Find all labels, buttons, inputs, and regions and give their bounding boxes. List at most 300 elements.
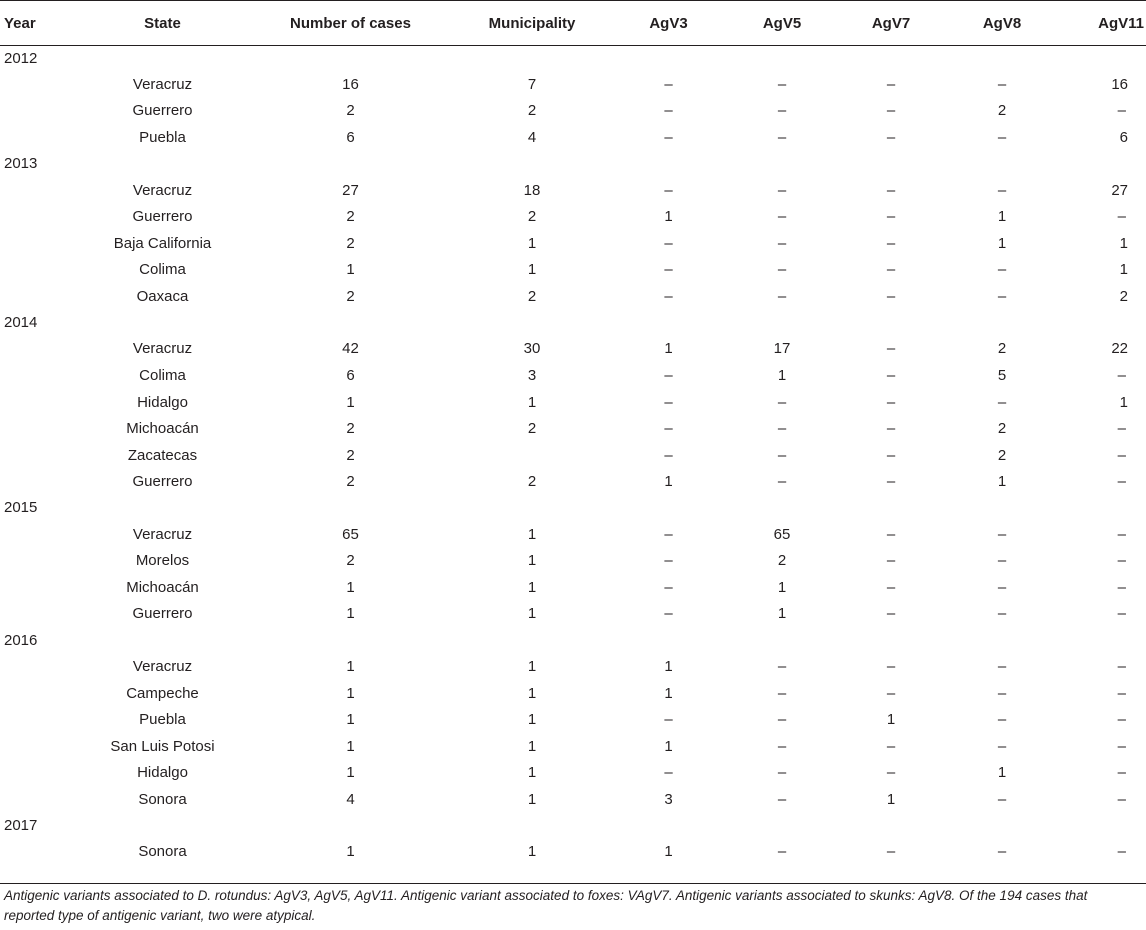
municipality-cell: 1	[527, 525, 537, 543]
agv5-cell: –	[777, 102, 787, 120]
number-of-cases-cell: 1	[346, 658, 355, 676]
empty-cell	[1057, 45, 1146, 71]
year-spacer-cell	[0, 733, 80, 760]
year-spacer-cell	[0, 468, 80, 495]
agv8-cell: –	[997, 605, 1007, 623]
empty-cell	[456, 310, 608, 336]
state-cell: Michoacán	[126, 578, 199, 596]
table-body	[0, 45, 1146, 865]
number-of-cases-cell: 4	[346, 790, 355, 808]
empty-cell	[947, 151, 1057, 177]
number-of-cases-cell: 6	[346, 128, 355, 146]
agv7-cell: –	[886, 578, 896, 596]
empty-cell	[456, 151, 608, 177]
agv7-cell: 1	[886, 790, 896, 808]
number-of-cases-cell: 1	[346, 578, 355, 596]
agv8-cell: 1	[997, 234, 1007, 252]
empty-cell	[729, 45, 835, 71]
year-spacer-cell	[0, 203, 80, 230]
agv11-cell: –	[1117, 843, 1126, 861]
municipality-cell: 18	[523, 181, 541, 199]
agv5-cell: –	[777, 737, 787, 755]
agv8-cell: –	[997, 790, 1007, 808]
table-row	[0, 468, 1146, 495]
empty-cell	[835, 151, 947, 177]
agv5-cell: –	[777, 208, 787, 226]
empty-cell	[947, 813, 1057, 839]
agv5-cell: –	[777, 420, 787, 438]
municipality-cell: 1	[527, 711, 537, 729]
agv5-cell: 1	[777, 578, 787, 596]
state-cell: Veracruz	[132, 658, 193, 676]
agv11-cell: –	[1117, 578, 1126, 596]
agv7-cell: –	[886, 261, 896, 279]
table-row	[0, 177, 1146, 204]
state-cell: Colima	[139, 366, 186, 384]
state-cell: Morelos	[135, 552, 190, 570]
state-cell: Guerrero	[132, 208, 193, 226]
year-cell: 2014	[4, 314, 38, 332]
municipality-cell: 3	[527, 366, 537, 384]
header-row	[0, 1, 1146, 45]
empty-cell	[1057, 813, 1146, 839]
agv7-cell: –	[886, 658, 896, 676]
empty-cell	[245, 627, 456, 653]
table-row	[0, 98, 1146, 125]
agv7-cell: –	[886, 552, 896, 570]
agv11-cell: 22	[1111, 340, 1128, 358]
agv7-cell: –	[886, 684, 896, 702]
empty-cell	[947, 45, 1057, 71]
number-of-cases-cell: 1	[346, 843, 355, 861]
agv11-cell: 27	[1111, 181, 1128, 199]
state-cell: Guerrero	[132, 473, 193, 491]
bottom-rule	[0, 883, 1146, 884]
number-of-cases-cell: 2	[346, 446, 355, 464]
agv5-cell: –	[777, 287, 787, 305]
year-spacer-cell	[0, 521, 80, 548]
year-spacer-cell	[0, 71, 80, 98]
municipality-cell: 1	[527, 234, 537, 252]
empty-cell	[608, 627, 729, 653]
state-cell: Puebla	[139, 128, 186, 146]
agv5-cell: 17	[773, 340, 791, 358]
number-of-cases-cell: 16	[342, 75, 359, 93]
agv7-cell: –	[886, 473, 896, 491]
agv5-cell: –	[777, 75, 787, 93]
agv8-cell: 1	[997, 764, 1007, 782]
agv5-cell: –	[777, 711, 787, 729]
agv7-cell: –	[886, 393, 896, 411]
empty-cell	[608, 45, 729, 71]
header-agv7: AgV7	[871, 14, 911, 32]
year-spacer-cell	[0, 760, 80, 787]
year-spacer-cell	[0, 389, 80, 416]
empty-cell	[245, 495, 456, 521]
agv3-cell: –	[664, 446, 673, 464]
empty-cell	[80, 310, 245, 336]
agv8-cell: 1	[997, 208, 1007, 226]
agv7-cell: –	[886, 605, 896, 623]
header-agv5: AgV5	[762, 14, 802, 32]
agv5-cell: –	[777, 261, 787, 279]
empty-cell	[608, 813, 729, 839]
agv8-cell: –	[997, 552, 1007, 570]
year-spacer-cell	[0, 653, 80, 680]
agv7-cell: –	[886, 340, 896, 358]
year-spacer-cell	[0, 177, 80, 204]
agv11-cell: –	[1117, 684, 1126, 702]
number-of-cases-cell: 27	[342, 181, 359, 199]
year-spacer-cell	[0, 283, 80, 310]
table-row	[0, 706, 1146, 733]
year-cell: 2015	[4, 499, 38, 517]
header-agv3: AgV3	[649, 14, 688, 32]
agv5-cell: –	[777, 181, 787, 199]
number-of-cases-cell: 1	[346, 605, 355, 623]
agv5-cell: 2	[777, 552, 787, 570]
number-of-cases-cell: 65	[342, 525, 359, 543]
state-cell: Zacatecas	[127, 446, 198, 464]
agv5-cell: –	[777, 473, 787, 491]
agv3-cell: 1	[664, 340, 673, 358]
agv3-cell: –	[664, 75, 673, 93]
empty-cell	[1057, 151, 1146, 177]
state-cell: Hidalgo	[137, 764, 188, 782]
agv8-cell: 2	[997, 446, 1007, 464]
municipality-cell: 1	[527, 658, 537, 676]
empty-cell	[456, 45, 608, 71]
year-spacer-cell	[0, 706, 80, 733]
agv7-cell: –	[886, 843, 896, 861]
table-row	[0, 71, 1146, 98]
agv5-cell: –	[777, 658, 787, 676]
municipality-cell: 2	[527, 287, 537, 305]
municipality-cell: 2	[527, 420, 537, 438]
header-number-of-cases: Number of cases	[290, 14, 411, 32]
year-group-row	[0, 310, 1146, 336]
agv3-cell: –	[664, 552, 673, 570]
header-year: Year	[4, 14, 36, 32]
agv3-cell: –	[664, 102, 673, 120]
empty-cell	[245, 151, 456, 177]
state-cell: Campeche	[126, 684, 199, 702]
agv11-cell: –	[1117, 552, 1126, 570]
agv8-cell: 1	[997, 473, 1007, 491]
year-spacer-cell	[0, 548, 80, 575]
agv3-cell: –	[664, 234, 673, 252]
year-spacer-cell	[0, 601, 80, 628]
agv11-cell: 1	[1119, 393, 1128, 411]
state-cell: Sonora	[138, 843, 187, 861]
empty-cell	[80, 495, 245, 521]
agv11-cell: 16	[1111, 75, 1128, 93]
table-row	[0, 283, 1146, 310]
agv5-cell: –	[777, 790, 787, 808]
year-cell: 2016	[4, 631, 38, 649]
empty-cell	[835, 813, 947, 839]
agv11-cell: –	[1117, 711, 1126, 729]
year-spacer-cell	[0, 124, 80, 151]
state-cell: Veracruz	[132, 181, 193, 199]
number-of-cases-cell: 2	[346, 102, 355, 120]
agv8-cell: –	[997, 525, 1007, 543]
empty-cell	[456, 495, 608, 521]
empty-cell	[80, 151, 245, 177]
agv3-cell: –	[664, 366, 673, 384]
header-agv8: AgV8	[982, 14, 1022, 32]
table-footnote: Antigenic variants associated to D. rotundus: AgV3, AgV5, AgV11. Antigenic variant associated to foxes: VAgV7. Antigenic variants associated to skunks: AgV8. Of the 194 cases that reported type of antigenic variant, two were atypical.	[4, 888, 1088, 923]
agv3-cell: –	[664, 578, 673, 596]
agv11-cell: –	[1117, 790, 1126, 808]
municipality-cell: 1	[527, 684, 537, 702]
agv8-cell: –	[997, 181, 1007, 199]
state-cell: Sonora	[138, 790, 187, 808]
empty-cell	[456, 813, 608, 839]
agv3-cell: 1	[664, 737, 673, 755]
agv3-cell: –	[664, 420, 673, 438]
empty-cell	[835, 495, 947, 521]
agv3-cell: –	[664, 711, 673, 729]
table-row	[0, 124, 1146, 151]
table-row	[0, 839, 1146, 866]
municipality-cell: 30	[523, 340, 541, 358]
municipality-cell: 1	[527, 261, 537, 279]
header-municipality: Municipality	[488, 14, 576, 32]
number-of-cases-cell: 1	[346, 261, 355, 279]
empty-cell	[947, 627, 1057, 653]
year-cell: 2017	[4, 817, 38, 835]
agv11-cell: 6	[1119, 128, 1128, 146]
agv7-cell: –	[886, 287, 896, 305]
state-cell: Oaxaca	[136, 287, 189, 305]
agv8-cell: 5	[997, 366, 1007, 384]
municipality-cell: 4	[527, 128, 537, 146]
municipality-cell: 1	[527, 578, 537, 596]
empty-cell	[80, 45, 245, 71]
empty-cell	[835, 310, 947, 336]
agv7-cell: –	[886, 234, 896, 252]
year-spacer-cell	[0, 839, 80, 866]
empty-cell	[456, 627, 608, 653]
agv11-cell: –	[1117, 737, 1126, 755]
table-row	[0, 256, 1146, 283]
agv7-cell: –	[886, 128, 896, 146]
year-group-row	[0, 813, 1146, 839]
municipality-cell: 2	[527, 102, 537, 120]
number-of-cases-cell: 1	[346, 764, 355, 782]
agv8-cell: –	[997, 658, 1007, 676]
agv8-cell: –	[997, 261, 1007, 279]
agv5-cell: 1	[777, 366, 787, 384]
agv7-cell: –	[886, 420, 896, 438]
municipality-cell: 2	[527, 208, 537, 226]
year-group-row	[0, 627, 1146, 653]
agv3-cell: 1	[664, 473, 673, 491]
state-cell: Puebla	[139, 711, 186, 729]
agv8-cell: –	[997, 843, 1007, 861]
empty-cell	[729, 813, 835, 839]
year-spacer-cell	[0, 574, 80, 601]
municipality-cell: 1	[527, 552, 537, 570]
municipality-cell	[456, 442, 608, 469]
empty-cell	[608, 495, 729, 521]
state-cell: Colima	[139, 261, 186, 279]
municipality-cell: 1	[527, 737, 537, 755]
empty-cell	[729, 310, 835, 336]
municipality-cell: 1	[527, 764, 537, 782]
agv8-cell: –	[997, 393, 1007, 411]
empty-cell	[1057, 310, 1146, 336]
table-row	[0, 786, 1146, 813]
empty-cell	[245, 813, 456, 839]
year-spacer-cell	[0, 256, 80, 283]
empty-cell	[947, 495, 1057, 521]
municipality-cell: 2	[527, 473, 537, 491]
agv11-cell: –	[1117, 208, 1126, 226]
empty-cell	[245, 310, 456, 336]
empty-cell	[608, 151, 729, 177]
agv5-cell: –	[777, 764, 787, 782]
agv8-cell: –	[997, 128, 1007, 146]
number-of-cases-cell: 1	[346, 393, 355, 411]
agv3-cell: –	[664, 605, 673, 623]
agv11-cell: –	[1117, 525, 1126, 543]
empty-cell	[729, 495, 835, 521]
agv5-cell: –	[777, 393, 787, 411]
municipality-cell: 1	[527, 843, 537, 861]
empty-cell	[1057, 495, 1146, 521]
agv7-cell: –	[886, 737, 896, 755]
empty-cell	[80, 627, 245, 653]
state-cell: San Luis Potosi	[110, 737, 215, 755]
agv5-cell: –	[777, 128, 787, 146]
agv7-cell: –	[886, 764, 896, 782]
municipality-cell: 1	[527, 790, 537, 808]
year-spacer-cell	[0, 362, 80, 389]
state-cell: Veracruz	[132, 525, 193, 543]
number-of-cases-cell: 2	[346, 234, 355, 252]
number-of-cases-cell: 1	[346, 684, 355, 702]
year-group-row	[0, 495, 1146, 521]
table-row	[0, 548, 1146, 575]
table-row	[0, 415, 1146, 442]
agv11-cell: –	[1117, 764, 1126, 782]
agv7-cell: 1	[886, 711, 896, 729]
agv11-cell: –	[1117, 366, 1126, 384]
year-spacer-cell	[0, 442, 80, 469]
agv5-cell: –	[777, 446, 787, 464]
agv11-cell: –	[1117, 102, 1126, 120]
agv5-cell: –	[777, 234, 787, 252]
empty-cell	[835, 45, 947, 71]
agv8-cell: –	[997, 287, 1007, 305]
number-of-cases-cell: 2	[346, 552, 355, 570]
state-cell: Hidalgo	[137, 393, 188, 411]
number-of-cases-cell: 1	[346, 711, 355, 729]
empty-cell	[947, 310, 1057, 336]
agv8-cell: 2	[997, 420, 1007, 438]
municipality-cell: 1	[527, 393, 537, 411]
empty-cell	[835, 627, 947, 653]
year-spacer-cell	[0, 786, 80, 813]
table-row	[0, 601, 1146, 628]
agv3-cell: –	[664, 128, 673, 146]
municipality-cell: 1	[527, 605, 537, 623]
year-spacer-cell	[0, 98, 80, 125]
state-cell: Guerrero	[132, 102, 193, 120]
empty-cell	[729, 627, 835, 653]
empty-cell	[608, 310, 729, 336]
data-table	[0, 1, 1146, 865]
state-cell: Baja California	[113, 234, 212, 252]
agv7-cell: –	[886, 181, 896, 199]
header-agv11: AgV11	[1098, 14, 1144, 32]
agv3-cell: 1	[664, 684, 673, 702]
agv11-cell: 1	[1119, 234, 1128, 252]
agv3-cell: 3	[664, 790, 673, 808]
agv8-cell: 2	[997, 102, 1007, 120]
header-state: State	[144, 14, 181, 32]
agv3-cell: –	[664, 181, 673, 199]
year-cell: 2013	[4, 155, 38, 173]
agv8-cell: –	[997, 684, 1007, 702]
agv11-cell: –	[1117, 473, 1126, 491]
agv7-cell: –	[886, 525, 896, 543]
table-row	[0, 336, 1146, 363]
number-of-cases-cell: 2	[346, 287, 355, 305]
empty-cell	[729, 151, 835, 177]
table-row	[0, 442, 1146, 469]
agv5-cell: –	[777, 843, 787, 861]
agv7-cell: –	[886, 446, 896, 464]
agv11-cell: 2	[1119, 287, 1128, 305]
state-cell: Michoacán	[126, 420, 199, 438]
agv5-cell: 65	[773, 525, 791, 543]
agv8-cell: –	[997, 75, 1007, 93]
agv5-cell: 1	[777, 605, 787, 623]
agv7-cell: –	[886, 75, 896, 93]
agv8-cell: –	[997, 711, 1007, 729]
year-group-row	[0, 151, 1146, 177]
agv7-cell: –	[886, 366, 896, 384]
number-of-cases-cell: 6	[346, 366, 355, 384]
agv3-cell: 1	[664, 843, 673, 861]
agv8-cell: 2	[997, 340, 1007, 358]
table-row	[0, 203, 1146, 230]
agv11-cell: –	[1117, 658, 1126, 676]
year-spacer-cell	[0, 415, 80, 442]
table-row	[0, 733, 1146, 760]
agv11-cell: 1	[1119, 261, 1128, 279]
agv3-cell: –	[664, 764, 673, 782]
agv8-cell: –	[997, 578, 1007, 596]
table-row	[0, 574, 1146, 601]
agv3-cell: –	[664, 525, 673, 543]
table-row	[0, 362, 1146, 389]
table-row	[0, 230, 1146, 257]
agv7-cell: –	[886, 102, 896, 120]
agv3-cell: –	[664, 261, 673, 279]
number-of-cases-cell: 1	[346, 737, 355, 755]
empty-cell	[1057, 627, 1146, 653]
table-row	[0, 653, 1146, 680]
table-row	[0, 521, 1146, 548]
agv3-cell: –	[664, 287, 673, 305]
agv11-cell: –	[1117, 605, 1126, 623]
state-cell: Guerrero	[132, 605, 193, 623]
number-of-cases-cell: 42	[342, 340, 359, 358]
